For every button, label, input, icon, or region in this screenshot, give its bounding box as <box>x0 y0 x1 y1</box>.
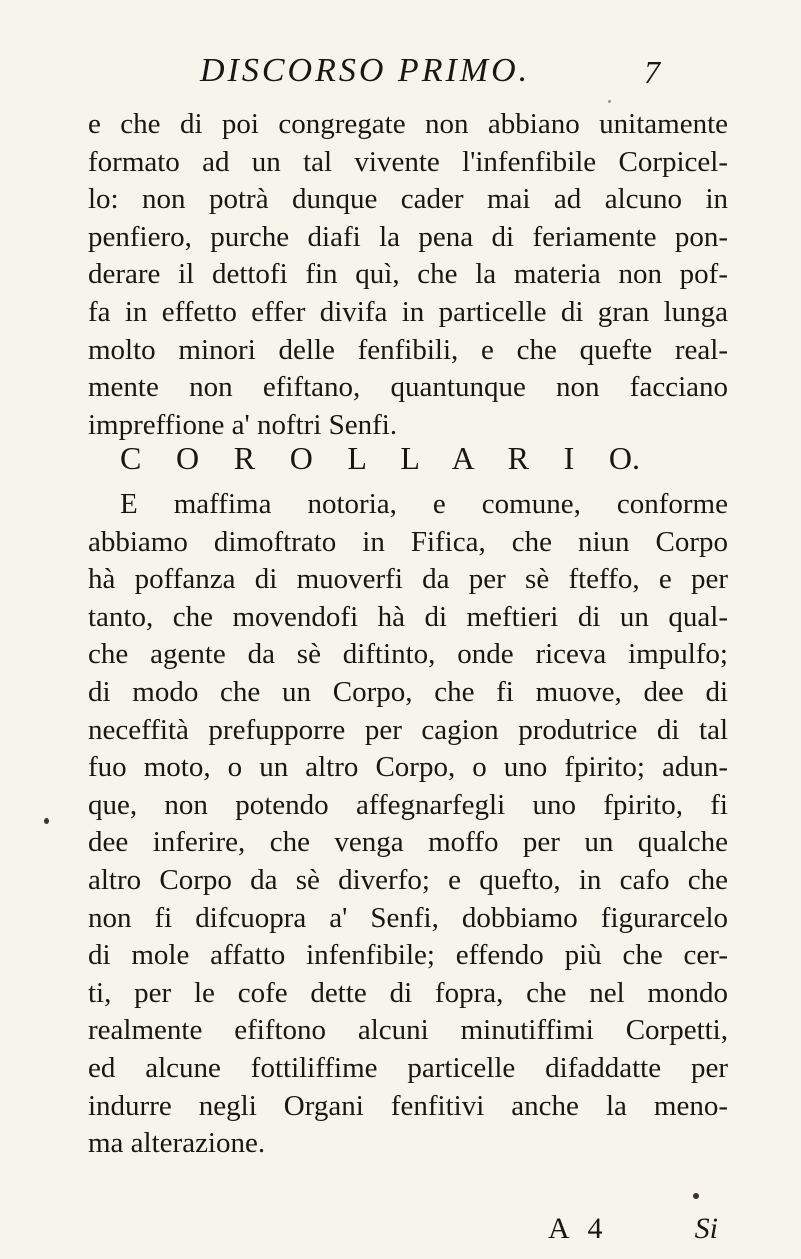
text-line: derare il dettofi fin quì, che la materia non pof- <box>88 258 728 291</box>
text-line: formato ad un tal vivente l'infenfibile Corpicel- <box>88 145 728 178</box>
text-line: ed alcune fottiliffime particelle difaddatte per <box>88 1051 728 1084</box>
text-line: hà poffanza di muoverfi da per sè fteffo, e per <box>88 563 728 596</box>
text-line: che agente da sè diftinto, onde riceva impulfo; <box>88 638 728 671</box>
text-line: dee inferire, che venga moffo per un qualche <box>88 826 728 859</box>
ink-speck <box>44 818 49 824</box>
paragraph-1 <box>88 106 728 444</box>
section-heading: C O R O L L A R I O. <box>120 440 640 476</box>
catchword: Si <box>694 1212 718 1245</box>
ink-speck <box>693 1193 699 1199</box>
text-line: di modo che un Corpo, che fi muove, dee di <box>88 675 728 708</box>
text-line: ma alterazione. <box>88 1127 266 1160</box>
text-line: ti, per le cofe dette di fopra, che nel mondo <box>88 976 728 1009</box>
text-line: non fi difcuopra a' Senfi, dobbiamo figurarcelo <box>88 901 728 934</box>
text-line: e che di poi congregate non abbiano unitamente <box>88 108 728 140</box>
text-line: fa in effetto effer divifa in particelle di gran lunga <box>88 295 728 328</box>
text-line: E maffima notoria, e comune, conforme <box>120 488 728 520</box>
running-title: DISCORSO PRIMO. <box>200 52 531 89</box>
running-head <box>200 52 660 96</box>
text-line: impreffione a' noftri Senfi. <box>88 408 398 441</box>
text-line: realmente efiftono alcuni minutiffimi Corpetti, <box>88 1014 728 1047</box>
text-line: indurre negli Organi fenfitivi anche la meno- <box>88 1089 728 1122</box>
paragraph-2 <box>88 486 728 1163</box>
text-line: que, non potendo affegnarfegli uno fpirito, fi <box>88 788 728 821</box>
signature-mark: A 4 <box>548 1212 609 1245</box>
ink-speck <box>608 100 611 103</box>
page-number: 7 <box>644 54 660 90</box>
text-line: molto minori delle fenfibili, e che quefte real- <box>88 333 728 366</box>
text-line: di mole affatto infenfibile; effendo più che cer- <box>88 939 728 972</box>
text-line: lo: non potrà dunque cader mai ad alcuno in <box>88 183 728 216</box>
text-line: tanto, che movendofi hà di meftieri di un qual- <box>88 600 728 633</box>
catchline <box>548 1212 718 1252</box>
text-line: altro Corpo da sè diverfo; e quefto, in cafo che <box>88 863 728 896</box>
text-line: abbiamo dimoftrato in Fifica, che niun Corpo <box>88 525 728 558</box>
text-line: mente non efiftano, quantunque non facciano <box>88 371 728 404</box>
text-line: neceffità prefupporre per cagion produtrice di tal <box>88 713 728 746</box>
text-line: penfiero, purche diafi la pena di feriamente pon- <box>88 220 728 253</box>
text-line: fuo moto, o un altro Corpo, o uno fpirito; adun- <box>88 751 728 784</box>
